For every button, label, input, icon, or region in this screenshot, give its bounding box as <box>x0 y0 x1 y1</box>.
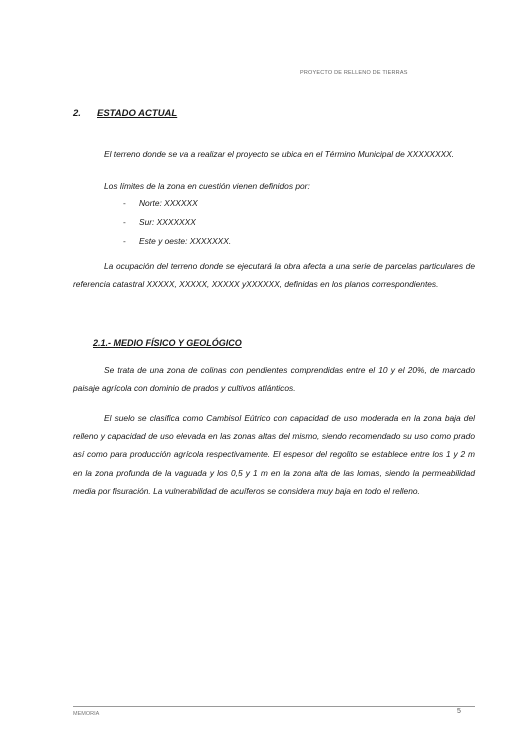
paragraph-parcels: La ocupación del terreno donde se ejecutará la obra afecta a una serie de parcelas particulares de referencia catastral XXXXX, XXXXX, XXXXX yXXXXXX, definidas en los planos correspondientes. <box>73 261 475 290</box>
limit-north: Norte: XXXXXX <box>139 198 198 208</box>
section-title: ESTADO ACTUAL <box>97 108 178 119</box>
list-dash: - <box>123 217 126 227</box>
limit-south: Sur: XXXXXXX <box>139 217 196 227</box>
list-dash: - <box>123 198 126 208</box>
limit-east-west: Este y oeste: XXXXXXX. <box>139 236 232 246</box>
footer-label: MEMORIA <box>73 711 100 717</box>
section-heading <box>73 108 177 119</box>
subsection-heading: 2.1.- MEDIO FÍSICO Y GEOLÓGICO <box>93 338 242 348</box>
paragraph-location: El terreno donde se va a realizar el proyecto se ubica en el Término Municipal de XXXXXXXX. <box>104 149 455 159</box>
list-dash: - <box>123 236 126 246</box>
paragraph-limits-intro: Los límites de la zona en cuestión vienen definidos por: <box>104 181 310 191</box>
paragraph-soil: El suelo se clasifica como Cambisol Eútrico con capacidad de uso moderada en la zona baja del relleno y capacidad de uso elevada en las zonas altas del mismo, siendo recomendado su uso como prado así como para producción agrícola respectivamente. El espesor del regolito se establece entre los 1 y 2 m en la zona profunda de la vaguada y los 0,5 y 1 m en la zona alta de las lomas, siendo la permeabilidad media por fisuración. La vulnerabilidad de acuíferos se considera muy baja en todo el relleno. <box>73 413 475 496</box>
footer-divider <box>73 706 475 707</box>
page-number: 5 <box>457 708 461 715</box>
paragraph-terrain: Se trata de una zona de colinas con pendientes comprendidas entre el 10 y el 20%, de marcado paisaje agrícola con dominio de prados y cultivos atlánticos. <box>73 365 475 394</box>
page-header: PROYECTO DE RELLENO DE TIERRAS <box>300 70 408 76</box>
section-number: 2. <box>73 108 81 119</box>
